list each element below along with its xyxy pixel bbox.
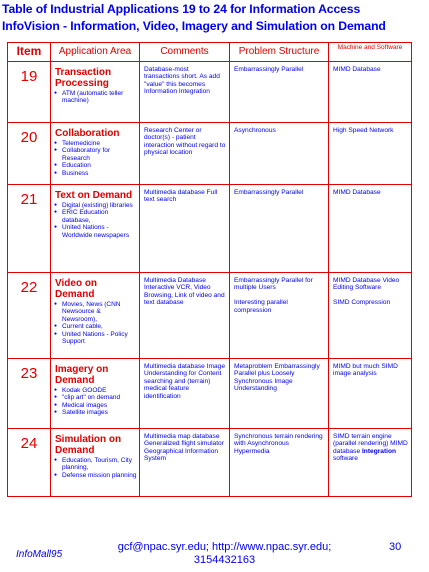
item-cell [8, 185, 51, 273]
application-title: Text on Demand [55, 190, 133, 201]
machine-software-text: MIMD Database [333, 189, 381, 196]
comments-cell [140, 359, 230, 429]
machine-software-text: MIMD but much SIMD image analysis [333, 363, 398, 378]
title-line-2: InfoVision - Information, Video, Imagery and Simulation on Demand [2, 19, 386, 33]
problem-structure-text: Embarrassingly Parallel [234, 189, 304, 196]
comments-cell [140, 273, 230, 359]
application-bullet-item: ● Digital (existing) libraries [54, 202, 137, 209]
application-bullet-item: ● Satellite images [54, 409, 137, 416]
header-machine-software: Machine and Software [337, 44, 403, 51]
comments-text: Multimedia database Image Understanding for Content searching and (terrain) medical feature identification [144, 363, 226, 400]
comments-cell [140, 123, 230, 185]
application-bullet-item: ● Education [54, 162, 137, 169]
machine-software-text [333, 433, 408, 463]
application-title: Collaboration [55, 128, 120, 139]
table-row [8, 273, 412, 359]
application-bullet-item: ● Kodak GOODE [54, 387, 137, 394]
application-title: Transaction Processing [55, 67, 112, 89]
application-bullet-item: ● ATM (automatic teller machine) [54, 90, 137, 105]
item-cell [8, 123, 51, 185]
machine-software-cell [329, 185, 412, 273]
footer-infomall: InfoMall95 [16, 549, 63, 560]
header-machine-cell [329, 43, 412, 62]
application-bullet-item: ● Movies, News (CNN Newsource & Newsroom), [54, 301, 137, 323]
item-number: 21 [20, 191, 38, 208]
machine-software-cell [329, 359, 412, 429]
comments-text: Multimedia database Full text search [144, 189, 218, 204]
item-cell [8, 62, 51, 123]
application-bullet-list [51, 387, 139, 417]
problem-structure-text: Embarrassingly Parallel for multiple Users Interesting parallel compression [234, 277, 313, 314]
item-cell [8, 359, 51, 429]
item-number: 22 [20, 279, 38, 296]
header-problem-cell [230, 43, 329, 62]
item-number: 23 [20, 365, 38, 382]
machine-software-cell [329, 123, 412, 185]
machine-software-text-pre: SIMD terrain engine (parallel rendering) MIMD database [333, 433, 408, 455]
header-application-area: Application Area [58, 46, 132, 57]
page-number: 30 [389, 541, 402, 553]
problem-structure-cell [230, 359, 329, 429]
machine-software-text-post: software [333, 455, 358, 463]
application-bullet-item: ● Medical images [54, 402, 137, 409]
application-bullet-list [51, 457, 139, 479]
application-area-cell [51, 429, 140, 497]
footer-contact [92, 541, 357, 567]
application-bullet-list [51, 301, 139, 345]
application-area-cell [51, 62, 140, 123]
item-cell [8, 273, 51, 359]
item-number: 19 [20, 68, 38, 85]
application-title: Video on Demand [55, 278, 98, 300]
application-bullet-list [51, 202, 139, 239]
item-number: 20 [20, 129, 38, 146]
application-bullet-item: ● United Nations - Policy Support [54, 331, 137, 346]
application-bullet-item: ● Education, Tourism, City planning, [54, 457, 137, 472]
machine-software-text: MIMD Database Video Editing Software SIMD Compression [333, 277, 400, 307]
footer-contact-line-2: 3154432163 [193, 554, 256, 566]
problem-structure-text: Metaproblem Embarrassingly Parallel plus Loosely Synchronous Image Understanding [234, 363, 320, 393]
machine-software-text: High Speed Network [333, 127, 394, 134]
header-area-cell [51, 43, 140, 62]
header-comments: Comments [160, 46, 209, 57]
application-bullet-item: ● Defense mission planning [54, 472, 137, 479]
application-title: Imagery on Demand [55, 364, 109, 386]
table-header-row [8, 43, 412, 62]
table-row [8, 185, 412, 273]
item-cell [8, 429, 51, 497]
problem-structure-cell [230, 123, 329, 185]
header-item: Item [16, 44, 42, 58]
problem-structure-cell [230, 62, 329, 123]
problem-structure-cell [230, 429, 329, 497]
application-bullet-list [51, 140, 139, 177]
comments-cell [140, 429, 230, 497]
slide-title [2, 1, 429, 35]
application-area-cell [51, 273, 140, 359]
application-area-cell [51, 185, 140, 273]
header-comments-cell [140, 43, 230, 62]
applications-table [7, 42, 411, 526]
header-item-cell [8, 43, 51, 62]
application-title: Simulation on Demand [55, 434, 122, 456]
footer-contact-line-1: gcf@npac.syr.edu; http://www.npac.syr.edu; [117, 541, 332, 553]
title-line-1: Table of Industrial Applications 19 to 24 for Information Access [2, 2, 361, 16]
comments-text: Multimedia map database Generalized flight simulator Geographical Information System [144, 433, 224, 463]
problem-structure-text: Synchronous terrain rendering with Asynchronous Hypermedia [234, 433, 323, 455]
application-area-cell [51, 359, 140, 429]
comments-text: Multimedia Database Interactive VCR, Video Browsing, Link of video and text database [144, 277, 225, 307]
machine-software-cell [329, 429, 412, 497]
table-row [8, 429, 412, 497]
header-problem-structure: Problem Structure [238, 46, 320, 57]
comments-cell [140, 185, 230, 273]
application-bullet-item: ● Current cable, [54, 323, 137, 330]
table-row [8, 359, 412, 429]
application-bullet-item: ● Telemedicine [54, 140, 137, 147]
table-row [8, 62, 412, 123]
item-number: 24 [20, 435, 38, 452]
problem-structure-cell [230, 273, 329, 359]
application-bullet-item: ● Collaboratory for Research [54, 147, 137, 162]
table-row [8, 123, 412, 185]
application-bullet-item: ● United Nations - Worldwide newspapers [54, 224, 137, 239]
comments-text: Database-most transactions short. As add "value" this becomes Information Integration [144, 66, 220, 96]
application-bullet-item: ● ERIC Education database, [54, 209, 137, 224]
comments-text: Research Center or doctor(s) - patient interaction without regard to physical location [144, 127, 226, 157]
application-area-cell [51, 123, 140, 185]
machine-software-cell [329, 62, 412, 123]
machine-software-cell [329, 273, 412, 359]
application-bullet-list [51, 90, 139, 105]
application-bullet-item: ● Business [54, 170, 137, 177]
machine-software-text-bold: Integration [361, 447, 397, 455]
problem-structure-text: Asynchronous [234, 127, 276, 134]
problem-structure-text: Embarrassingly Parallel [234, 66, 304, 73]
problem-structure-cell [230, 185, 329, 273]
application-bullet-item: ● "clip art" on demand [54, 394, 137, 401]
comments-cell [140, 62, 230, 123]
machine-software-text: MIMD Database [333, 66, 381, 73]
